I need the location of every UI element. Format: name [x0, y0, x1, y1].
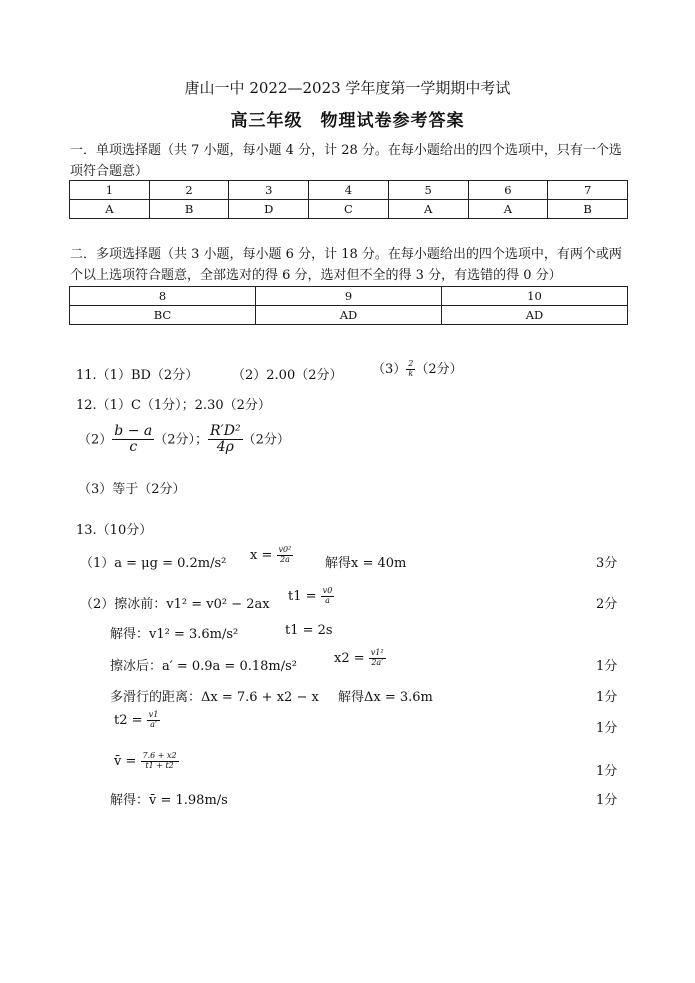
table-cell: 1 [70, 181, 150, 200]
q13-vbar-lhs: v̄ = [114, 753, 137, 769]
table-cell: C [309, 200, 389, 219]
fraction-numerator: 2 [408, 359, 414, 369]
q13-line7 [114, 752, 179, 771]
q13-line1-c: 解得x = 40m [325, 556, 407, 571]
q13-t1-lhs: t1 = [288, 588, 317, 604]
fraction-numerator: v0² [278, 545, 292, 554]
q13-vbar-fraction [141, 752, 179, 771]
fraction-numerator: v0 [322, 586, 333, 595]
fraction-denominator: 2a [279, 554, 290, 564]
q13-line5-a: 多滑行的距离：Δx = 7.6 + x2 − x [110, 690, 319, 705]
q13-line4-b [334, 649, 386, 668]
q13-line1-b [250, 546, 293, 565]
table-row [70, 306, 628, 325]
table-cell: A [70, 200, 150, 219]
q13-line6 [114, 711, 160, 730]
q13-line3-b: t1 = 2s [285, 623, 333, 638]
q13-line5-b: 解得Δx = 3.6m [338, 690, 433, 705]
table-cell: 3 [229, 181, 309, 200]
q13-line1-a: （1）a = μg = 0.2m/s² [80, 556, 227, 571]
fraction-denominator: k [408, 369, 414, 378]
table-cell: 8 [70, 287, 256, 306]
q13-line5-score: 1分 [596, 690, 618, 705]
q12-line1: 12.（1）C（1分）；2.30（2分） [76, 398, 271, 413]
fraction-denominator: 2a′ [371, 657, 384, 667]
fraction-denominator: 4ρ [216, 439, 234, 456]
q13-line7-score: 1分 [596, 764, 618, 779]
table-cell: AD [442, 306, 628, 325]
table-cell: B [548, 200, 628, 219]
table-cell: D [229, 200, 309, 219]
table-row [70, 181, 628, 200]
q11-part2: （2）2.00（2分） [232, 368, 343, 383]
table-cell: A [468, 200, 548, 219]
fraction-denominator: t1 + t2 [145, 760, 174, 770]
fraction-denominator: c [129, 439, 138, 456]
exam-subtitle: 高三年级 物理试卷参考答案 [230, 111, 465, 131]
table-cell: 4 [309, 181, 389, 200]
fraction-numerator: 7.6 + x2 [142, 751, 177, 760]
q12-fraction-1 [112, 424, 154, 456]
q12-line3: （3）等于（2分） [78, 482, 186, 497]
table-row [70, 200, 628, 219]
q13-t1-fraction [321, 587, 335, 606]
fraction-numerator: b − a [114, 423, 153, 439]
table-cell: 6 [468, 181, 548, 200]
table-cell: 9 [256, 287, 442, 306]
section1-answer-table [69, 180, 628, 219]
table-cell: 5 [388, 181, 468, 200]
q13-line2-score: 2分 [596, 597, 618, 612]
table-cell: B [149, 200, 229, 219]
section1-heading: 一．单项选择题（共 7 小题，每小题 4 分，计 28 分。在每小题给出的四个选项中，只有一个选项符合题意） [70, 143, 622, 179]
q12-score-1: （2分）； [154, 432, 209, 448]
q12-fraction-2 [208, 424, 243, 456]
q13-line1-score: 3分 [596, 556, 618, 571]
exam-title: 唐山一中 2022—2023 学年度第一学期期中考试 [184, 79, 511, 97]
q13-title: 13.（10分） [76, 523, 153, 538]
q13-line4-a: 擦冰后：a′ = 0.9a = 0.18m/s² [110, 659, 297, 674]
section2-answer-table [69, 286, 628, 325]
q11-part3 [372, 358, 463, 379]
q11-fraction [406, 360, 415, 379]
table-cell: AD [256, 306, 442, 325]
q13-t2-lhs: t2 = [114, 712, 143, 728]
q12-line2 [78, 424, 290, 456]
q13-line2-a: （2）擦冰前：v1² = v0² − 2ax [80, 597, 270, 612]
table-row [70, 287, 628, 306]
q11-part3-label: （3） [372, 362, 407, 377]
table-cell: 10 [442, 287, 628, 306]
fraction-denominator: a′ [150, 719, 157, 729]
table-cell: A [388, 200, 468, 219]
table-cell: 7 [548, 181, 628, 200]
q13-line3-a: 解得：v1² = 3.6m/s² [110, 627, 239, 642]
q13-x2-fraction [369, 649, 386, 668]
section2-heading: 二．多项选择题（共 3 小题，每小题 6 分，计 18 分。在每小题给出的四个选项中，有两个或两个以上选项符合题意，全部选对的得 6 分，选对但不全的得 3 分，有选错的得 0 分） [70, 247, 622, 283]
q11-part1: 11.（1）BD（2分） [76, 368, 199, 383]
q12-score-2: （2分） [242, 432, 290, 448]
q12-p2-label: （2） [78, 432, 113, 448]
q13-line6-score: 1分 [596, 721, 618, 736]
q13-x2-lhs: x2 = [334, 650, 365, 666]
q13-line4-score: 1分 [596, 659, 618, 674]
fraction-numerator: v1² [370, 648, 384, 657]
q13-line2-b [288, 587, 334, 606]
fraction-denominator: a [325, 595, 330, 605]
table-cell: 2 [149, 181, 229, 200]
q13-line8-score: 1分 [596, 793, 618, 808]
table-cell: BC [70, 306, 256, 325]
q13-line8: 解得：v̄ = 1.98m/s [110, 793, 228, 808]
q11-part3-score: （2分） [415, 362, 463, 377]
q13-x-lhs: x = [250, 547, 273, 563]
fraction-numerator: v1 [148, 710, 159, 719]
q13-x-fraction [277, 546, 294, 565]
q13-t2-fraction [147, 711, 161, 730]
fraction-numerator: R′D² [210, 423, 241, 439]
